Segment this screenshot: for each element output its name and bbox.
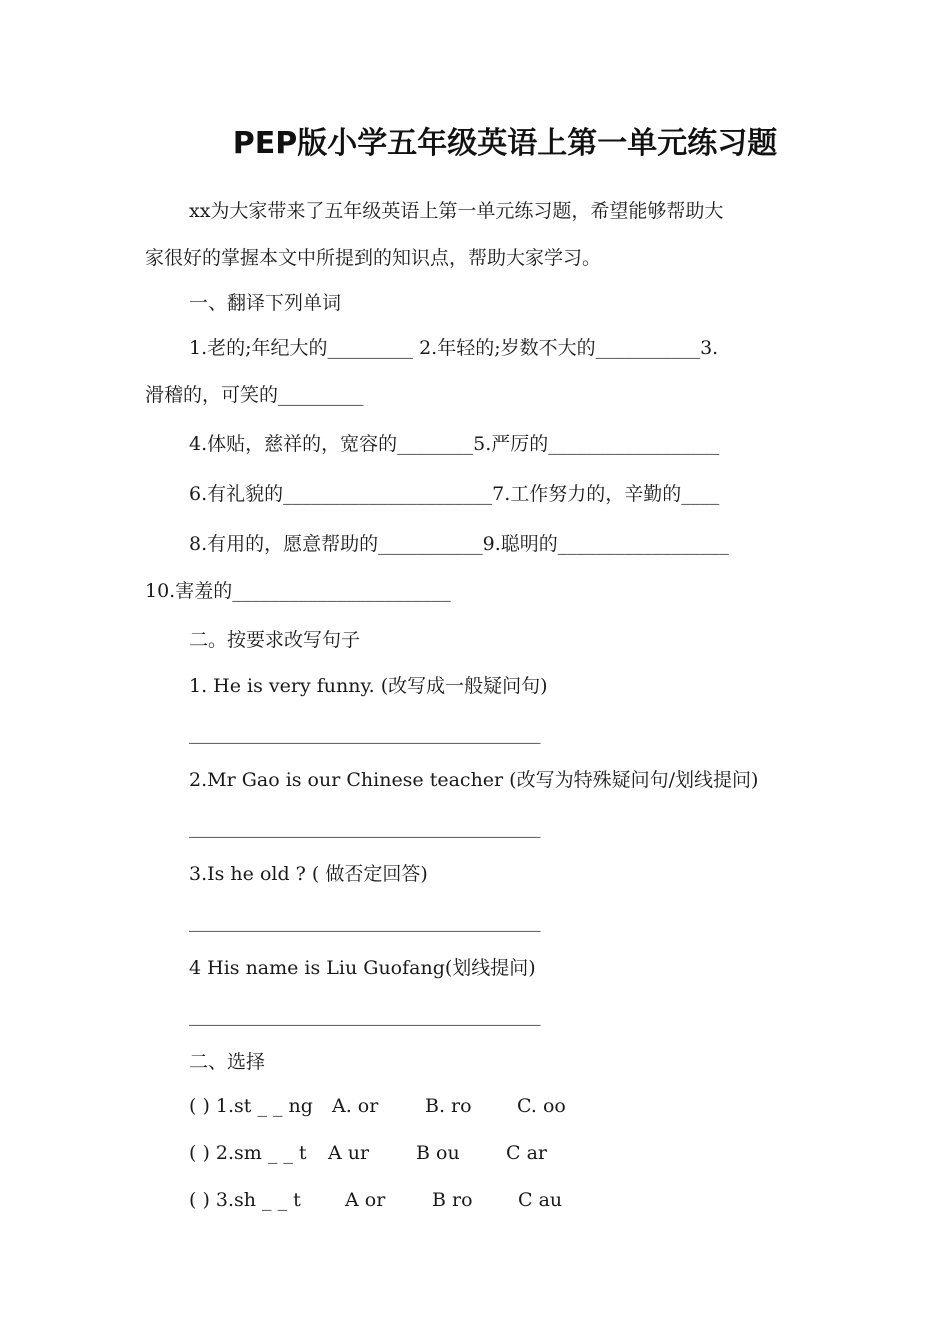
choice-2-option-c: C ar [506,1142,547,1164]
choice-2-option-b: B ou [416,1142,460,1164]
choice-1-option-c: C. oo [517,1095,566,1117]
section-3-heading: 二、选择 [189,1051,266,1073]
answer-blank-2: _____________________________________ [189,816,541,838]
translate-line-3: 4.体贴，慈祥的，宽容的________5.严厉的__________________ [189,433,720,455]
choice-question-2: ( ) 2.sm _ _ t [189,1142,307,1164]
intro-line-2: 家很好的掌握本文中所提到的知识点，帮助大家学习。 [145,247,602,269]
section-2-heading: 二。按要求改写句子 [189,629,361,651]
rewrite-question-1: 1. He is very funny. (改写成一般疑问句) [189,675,548,697]
choice-1-option-a: A. or [332,1095,379,1117]
answer-blank-3: _____________________________________ [189,910,541,932]
translate-line-1: 1.老的;年纪大的_________ 2.年轻的;岁数不大的___________3. [189,337,719,359]
translate-line-4: 6.有礼貌的______________________7.工作努力的，辛勤的____ [189,483,720,505]
rewrite-question-4: 4 His name is Liu Guofang(划线提问) [189,957,536,979]
answer-blank-4: _____________________________________ [189,1004,541,1026]
choice-question-3: ( ) 3.sh _ _ t [189,1189,301,1211]
choice-3-option-a: A or [345,1189,386,1211]
choice-question-1: ( ) 1.st _ _ ng [189,1095,313,1117]
rewrite-question-3: 3.Is he old ? ( 做否定回答) [189,863,428,885]
answer-blank-1: _____________________________________ [189,722,541,744]
translate-line-2: 滑稽的，可笑的_________ [145,384,364,406]
section-1-heading: 一、翻译下列单词 [189,292,342,314]
rewrite-question-2: 2.Mr Gao is our Chinese teacher (改写为特殊疑问句/划线提问) [189,769,759,791]
translate-line-5: 8.有用的，愿意帮助的___________9.聪明的__________________ [189,533,729,555]
translate-line-6: 10.害羞的_______________________ [145,580,451,602]
choice-2-option-a: A ur [328,1142,370,1164]
intro-line-1: xx为大家带来了五年级英语上第一单元练习题，希望能够帮助大 [189,200,724,222]
choice-1-option-b: B. ro [425,1095,472,1117]
choice-3-option-c: C au [518,1189,563,1211]
document-title: PEP版小学五年级英语上第一单元练习题 [232,126,778,161]
choice-3-option-b: B ro [432,1189,473,1211]
